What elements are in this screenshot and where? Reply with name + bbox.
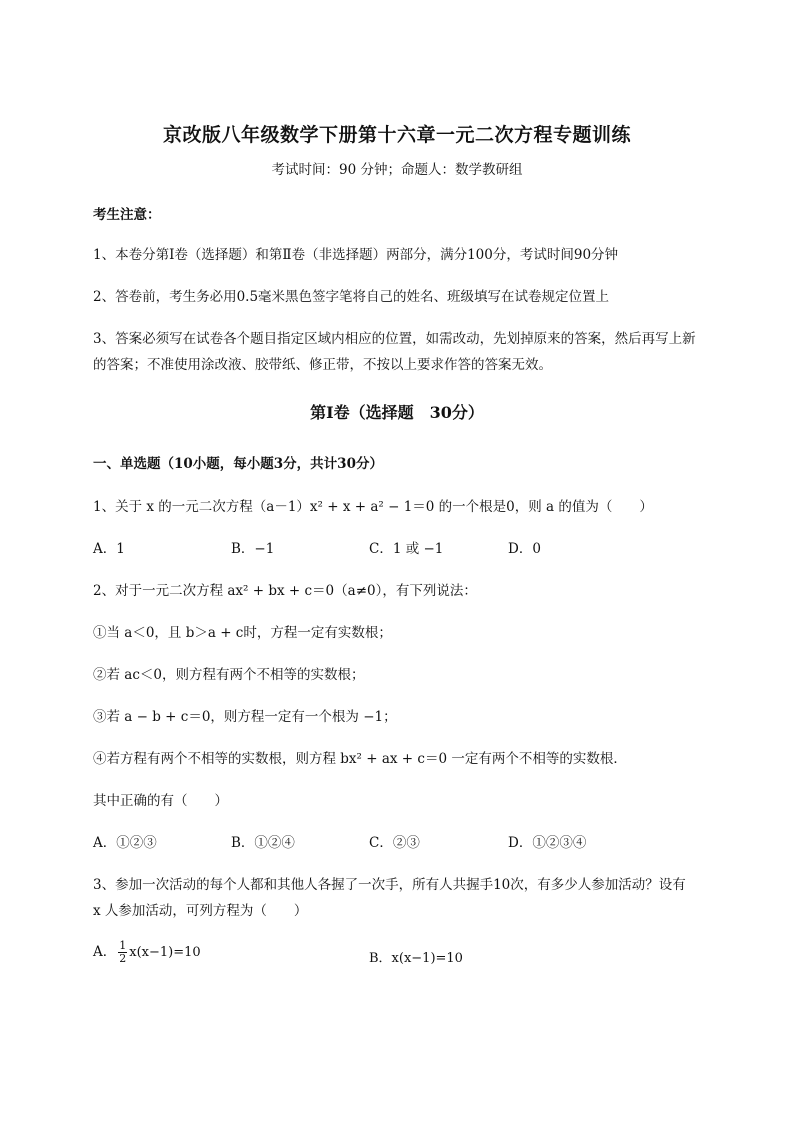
fraction-one-half xyxy=(118,940,127,965)
q3-option-a-expression: x(x−1)=10 xyxy=(129,945,201,960)
notice-item-2: 2、答卷前，考生务必用0.5毫米黑色签字笔将自己的姓名、班级填写在试卷规定位置上 xyxy=(93,289,610,305)
exam-info: 考试时间：90 分钟；命题人：数学教研组 xyxy=(271,162,523,178)
q1-option-b: B．−1 xyxy=(231,541,275,557)
q1-option-c: C．1 或 −1 xyxy=(369,541,444,557)
fraction-numerator: 1 xyxy=(119,939,127,952)
q2-option-a: A．①②③ xyxy=(93,835,157,851)
q2-statement-3: ③若 a − b + c＝0，则方程一定有一个根为 −1； xyxy=(93,709,397,725)
q2-option-b: B．①②④ xyxy=(231,835,295,851)
page-title: 京改版八年级数学下册第十六章一元二次方程专题训练 xyxy=(162,124,631,146)
q2-statement-4: ④若方程有两个不相等的实数根，则方程 bx² + ax + c＝0 一定有两个不相等的实数根． xyxy=(93,751,627,767)
q2-statement-1: ①当 a＜0，且 b＞a + c时，方程一定有实数根； xyxy=(93,625,392,641)
question-3-stem-line1: 3、参加一次活动的每个人都和其他人各握了一次手，所有人共握手10次，有多少人参加活动？设有 xyxy=(93,877,686,893)
q1-option-a: A．1 xyxy=(93,541,125,557)
fraction-denominator: 2 xyxy=(119,952,127,965)
notice-heading: 考生注意： xyxy=(93,207,161,223)
notice-item-3-cont: 的答案；不准使用涂改液、胶带纸、修正带，不按以上要求作答的答案无效。 xyxy=(93,357,552,373)
q3-option-a-label: A． xyxy=(93,944,117,960)
part-heading: 一、单选题（10小题，每小题3分，共计30分） xyxy=(93,456,383,472)
q1-option-d: D．0 xyxy=(508,541,541,557)
notice-item-1: 1、本卷分第Ⅰ卷（选择题）和第Ⅱ卷（非选择题）两部分，满分100分，考试时间90分钟 xyxy=(93,247,619,263)
question-1-stem: 1、关于 x 的一元二次方程（a－1）x² + x + a² − 1＝0 的一个根是0，则 a 的值为（ ） xyxy=(93,499,653,515)
q2-option-d: D．①②③④ xyxy=(508,835,587,851)
q3-option-a xyxy=(93,940,201,965)
q2-question: 其中正确的有（ ） xyxy=(93,793,228,809)
notice-item-3: 3、答案必须写在试卷各个题目指定区域内相应的位置，如需改动，先划掉原来的答案，然后再写上新 xyxy=(93,331,696,347)
question-2-stem: 2、对于一元二次方程 ax² + bx + c＝0（a≠0），有下列说法： xyxy=(93,583,477,599)
q2-statement-2: ②若 ac＜0，则方程有两个不相等的实数根； xyxy=(93,667,365,683)
question-3-stem-line2: x 人参加活动，可列方程为（ ） xyxy=(93,903,308,919)
q3-option-b: B．x(x−1)=10 xyxy=(369,951,463,966)
q2-option-c: C．②③ xyxy=(369,835,420,851)
section-title: 第Ⅰ卷（选择题 30分） xyxy=(310,403,484,422)
